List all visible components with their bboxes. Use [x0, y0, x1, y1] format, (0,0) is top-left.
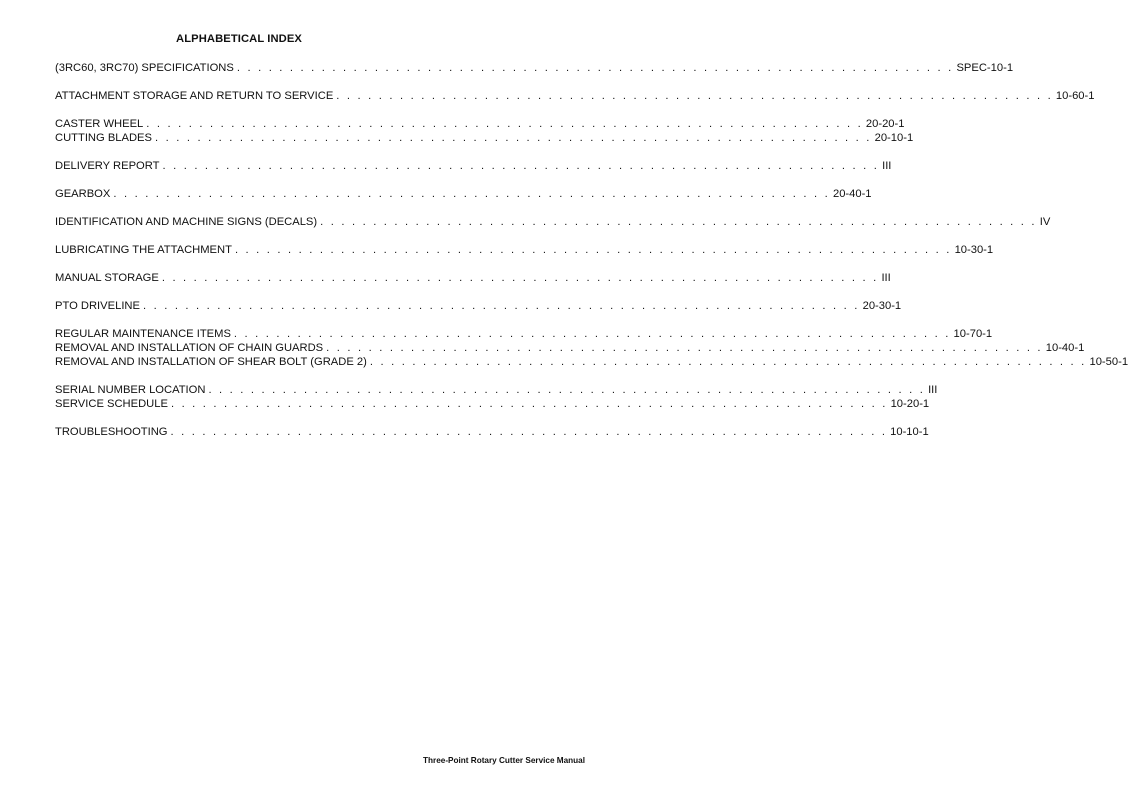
dot-leader: . . . . . . . . . . . . . . . . . . . . . . . . . . . . . . . . . . . . . . . . . . . . . . . . . . . . . . . . . . . . . . . . . . . .: [369, 356, 1087, 368]
dot-leader: . . . . . . . . . . . . . . . . . . . . . . . . . . . . . . . . . . . . . . . . . . . . . . . . . . . . . . . . . . . . . . . . . . . .: [233, 328, 951, 340]
index-group: [55, 159, 892, 173]
index-group: [55, 383, 938, 411]
index-entry: [55, 187, 872, 201]
dot-leader: . . . . . . . . . . . . . . . . . . . . . . . . . . . . . . . . . . . . . . . . . . . . . . . . . . . . . . . . . . . . . . . . . . . .: [320, 216, 1037, 228]
index-page-number: III: [928, 384, 938, 396]
index-group: [55, 243, 994, 257]
index-page-number: 20-10-1: [874, 132, 914, 144]
index-topic: TROUBLESHOOTING: [55, 426, 168, 438]
dot-leader: . . . . . . . . . . . . . . . . . . . . . . . . . . . . . . . . . . . . . . . . . . . . . . . . . . . . . . . . . . . . . . . . . . . .: [336, 90, 1053, 102]
index-topic: DELIVERY REPORT: [55, 160, 160, 172]
index-page-number: 20-30-1: [862, 300, 902, 312]
index-entry: [55, 215, 1051, 229]
index-entry: [55, 327, 993, 341]
dot-leader: . . . . . . . . . . . . . . . . . . . . . . . . . . . . . . . . . . . . . . . . . . . . . . . . . . . . . . . . . . . . . . . . . . . .: [162, 160, 880, 172]
index-topic: SERIAL NUMBER LOCATION: [55, 384, 206, 396]
index-group: [55, 61, 1014, 75]
index-topic: REGULAR MAINTENANCE ITEMS: [55, 328, 231, 340]
dot-leader: . . . . . . . . . . . . . . . . . . . . . . . . . . . . . . . . . . . . . . . . . . . . . . . . . . . . . . . . . . . . . . . . . . . .: [154, 132, 872, 144]
index-page-number: IV: [1039, 216, 1051, 228]
index-topic: MANUAL STORAGE: [55, 272, 159, 284]
index-entry: [55, 425, 929, 439]
index-entry: [55, 159, 892, 173]
index-topic: SERVICE SCHEDULE: [55, 398, 168, 410]
dot-leader: . . . . . . . . . . . . . . . . . . . . . . . . . . . . . . . . . . . . . . . . . . . . . . . . . . . . . . . . . . . . . . . . . . . .: [326, 342, 1043, 354]
index-page-number: 20-40-1: [832, 188, 872, 200]
index-group: [55, 327, 1128, 369]
manual-footer: Three-Point Rotary Cutter Service Manual: [423, 756, 585, 765]
index-page-number: 20-20-1: [865, 118, 905, 130]
dot-leader: . . . . . . . . . . . . . . . . . . . . . . . . . . . . . . . . . . . . . . . . . . . . . . . . . . . . . . . . . . . . . . . . . . . .: [234, 244, 952, 256]
index-topic: (3RC60, 3RC70) SPECIFICATIONS: [55, 62, 234, 74]
index-entry: [55, 131, 914, 145]
index-topic: REMOVAL AND INSTALLATION OF CHAIN GUARDS: [55, 342, 324, 354]
index-entry: [55, 299, 902, 313]
dot-leader: . . . . . . . . . . . . . . . . . . . . . . . . . . . . . . . . . . . . . . . . . . . . . . . . . . . . . . . . . . . . . . . . . . . .: [142, 300, 860, 312]
index-list: [55, 61, 1128, 453]
index-topic: PTO DRIVELINE: [55, 300, 140, 312]
index-page-number: 10-30-1: [954, 244, 994, 256]
index-page-number: 10-60-1: [1055, 90, 1095, 102]
index-entry: [55, 341, 1085, 355]
index-entry: [55, 355, 1128, 369]
index-topic: LUBRICATING THE ATTACHMENT: [55, 244, 232, 256]
index-page-number: 10-50-1: [1089, 356, 1128, 368]
index-entry: [55, 243, 994, 257]
dot-leader: . . . . . . . . . . . . . . . . . . . . . . . . . . . . . . . . . . . . . . . . . . . . . . . . . . . . . . . . . . . . . . . . . . . .: [208, 384, 926, 396]
index-topic: REMOVAL AND INSTALLATION OF SHEAR BOLT (GRADE 2): [55, 356, 367, 368]
index-group: [55, 271, 891, 285]
dot-leader: . . . . . . . . . . . . . . . . . . . . . . . . . . . . . . . . . . . . . . . . . . . . . . . . . . . . . . . . . . . . . . . . . . . .: [161, 272, 879, 284]
index-group: [55, 89, 1095, 103]
index-page-number: SPEC-10-1: [956, 62, 1014, 74]
index-entry: [55, 117, 905, 131]
index-topic: GEARBOX: [55, 188, 111, 200]
index-entry: [55, 271, 891, 285]
dot-leader: . . . . . . . . . . . . . . . . . . . . . . . . . . . . . . . . . . . . . . . . . . . . . . . . . . . . . . . . . . . . . . . . . . . .: [170, 426, 888, 438]
index-entry: [55, 383, 938, 397]
index-group: [55, 117, 914, 145]
index-page-number: III: [881, 272, 891, 284]
index-topic: ATTACHMENT STORAGE AND RETURN TO SERVICE: [55, 90, 334, 102]
index-topic: CUTTING BLADES: [55, 132, 152, 144]
index-entry: [55, 61, 1014, 75]
index-entry: [55, 397, 930, 411]
index-page-number: III: [882, 160, 892, 172]
dot-leader: . . . . . . . . . . . . . . . . . . . . . . . . . . . . . . . . . . . . . . . . . . . . . . . . . . . . . . . . . . . . . . . . . . . .: [113, 188, 830, 200]
index-entry: [55, 89, 1095, 103]
dot-leader: . . . . . . . . . . . . . . . . . . . . . . . . . . . . . . . . . . . . . . . . . . . . . . . . . . . . . . . . . . . . . . . . . . . .: [236, 62, 954, 74]
index-group: [55, 187, 872, 201]
index-group: [55, 299, 902, 313]
index-topic: IDENTIFICATION AND MACHINE SIGNS (DECALS): [55, 216, 318, 228]
index-page-number: 10-20-1: [890, 398, 930, 410]
index-group: [55, 425, 929, 439]
page-title: ALPHABETICAL INDEX: [176, 33, 302, 45]
index-page-number: 10-40-1: [1045, 342, 1085, 354]
index-group: [55, 215, 1051, 229]
index-page-number: 10-70-1: [953, 328, 993, 340]
index-topic: CASTER WHEEL: [55, 118, 144, 130]
dot-leader: . . . . . . . . . . . . . . . . . . . . . . . . . . . . . . . . . . . . . . . . . . . . . . . . . . . . . . . . . . . . . . . . . . . .: [146, 118, 863, 130]
index-page-number: 10-10-1: [890, 426, 929, 438]
dot-leader: . . . . . . . . . . . . . . . . . . . . . . . . . . . . . . . . . . . . . . . . . . . . . . . . . . . . . . . . . . . . . . . . . . . .: [170, 398, 888, 410]
